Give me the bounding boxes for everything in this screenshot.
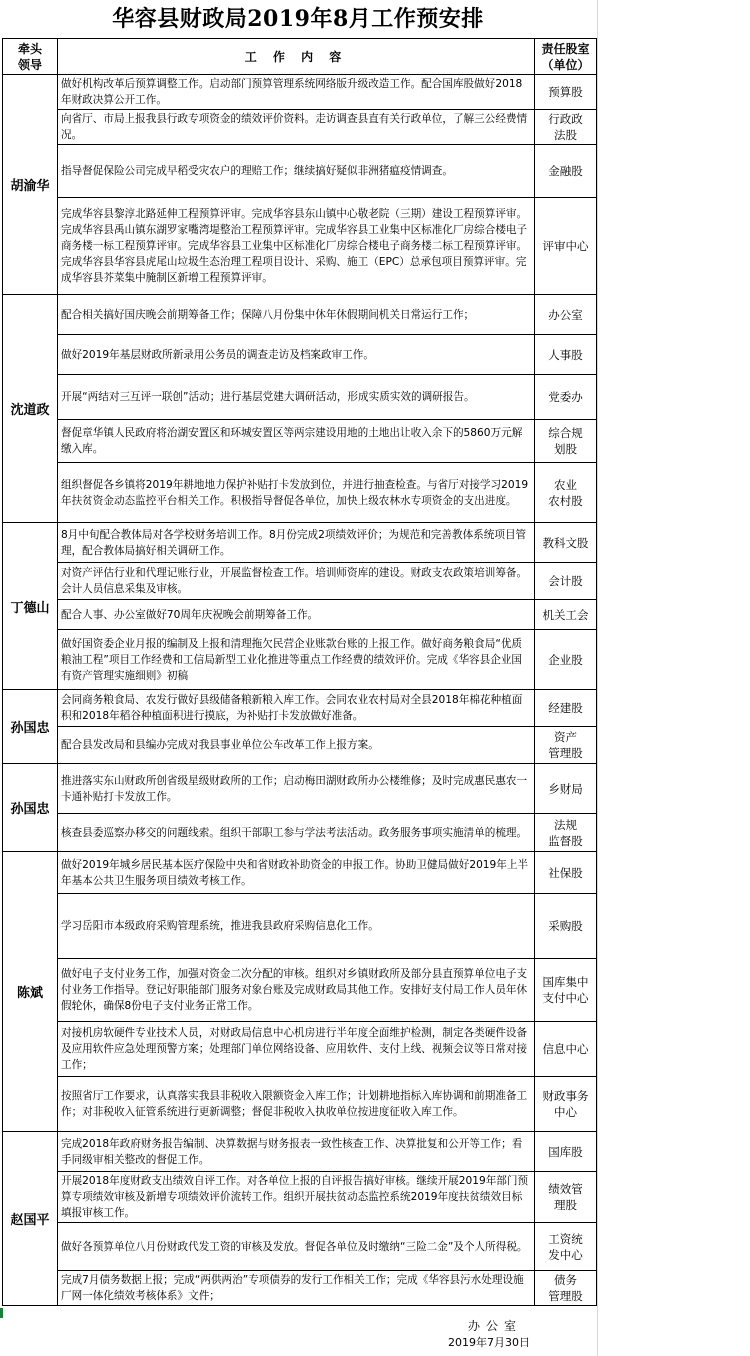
task-content-cell: 完成7月债务数据上报；完成“两供两治”专项债券的发行工作相关工作；完成《华容县污水处理设施厂网一体化绩效考核体系》文件； <box>58 1271 535 1306</box>
task-content-cell: 做好2019年城乡居民基本医疗保险中央和省财政补助资金的申报工作。协助卫健局做好2019年上半年基本公共卫生服务项目绩效考核工作。 <box>58 852 535 894</box>
task-content-cell: 做好各预算单位八月份财政代发工资的审核及发放。督促各单位及时缴纳“三险二金”及个人所得税。 <box>58 1223 535 1271</box>
responsible-dept-cell: 预算股 <box>535 75 597 110</box>
task-content-cell: 做好2019年基层财政所新录用公务员的调查走访及档案政审工作。 <box>58 335 535 375</box>
table-row <box>3 727 597 764</box>
table-body <box>3 75 597 1306</box>
table-row <box>3 764 597 814</box>
responsible-dept-cell: 工资统 发中心 <box>535 1223 597 1271</box>
responsible-dept-cell: 会计股 <box>535 563 597 600</box>
leader-cell: 胡渝华 <box>3 75 58 295</box>
responsible-dept-cell: 办公室 <box>535 295 597 335</box>
responsible-dept-cell: 乡财局 <box>535 764 597 814</box>
table-row <box>3 523 597 563</box>
task-content-cell: 对资产评估行业和代理记账行业，开展监督检查工作。培训师资库的建设。财政支农政策培训筹备。会计人员信息采集及审核。 <box>58 563 535 600</box>
leader-cell: 孙国忠 <box>3 764 58 852</box>
responsible-dept-cell: 财政事务 中心 <box>535 1077 597 1132</box>
responsible-dept-cell: 党委办 <box>535 375 597 420</box>
table-row <box>3 198 597 295</box>
table-row <box>3 1271 597 1306</box>
responsible-dept-cell: 经建股 <box>535 690 597 727</box>
task-content-cell: 完成2018年政府财务报告编制、决算数据与财务报表一致性核查工作、决算批复和公开等工作；看手同级审相关整改的督促工作。 <box>58 1132 535 1172</box>
responsible-dept-cell: 债务 管理股 <box>535 1271 597 1306</box>
task-content-cell: 开展“两结对三互评一联创”活动；进行基层党建大调研活动，形成实质实效的调研报告。 <box>58 375 535 420</box>
task-content-cell: 配合相关搞好国庆晚会前期筹备工作；保障八月份集中休年休假期间机关日常运行工作； <box>58 295 535 335</box>
table-row <box>3 563 597 600</box>
responsible-dept-cell: 教科文股 <box>535 523 597 563</box>
task-content-cell: 做好电子支付业务工作，加强对资金二次分配的审核。组织对乡镇财政所及部分县直预算单位电子支付业务工作指导。登记好职能部门服务对象台账及完成财政局其他工作。安排好支付局工作人员年休假轮休，确保8份电子支付业务正常工作。 <box>58 959 535 1022</box>
task-content-cell: 组织督促各乡镇将2019年耕地地力保护补贴打卡发放到位，并进行抽查检查。与省厅对接学习2019年扶贫资金动态监控平台相关工作。积极指导督促各单位，加快上级农林水专项资金的支出进度。 <box>58 463 535 523</box>
table-row <box>3 600 597 630</box>
table-row <box>3 1132 597 1172</box>
table-row <box>3 959 597 1022</box>
responsible-dept-cell: 人事股 <box>535 335 597 375</box>
leader-cell: 赵国平 <box>3 1132 58 1306</box>
header-content: 工 作 内 容 <box>58 39 535 75</box>
task-content-cell: 学习岳阳市本级政府采购管理系统，推进我县政府采购信息化工作。 <box>58 894 535 959</box>
table-row <box>3 1077 597 1132</box>
responsible-dept-cell: 企业股 <box>535 630 597 690</box>
leader-cell: 丁德山 <box>3 523 58 690</box>
responsible-dept-cell: 法规 监督股 <box>535 814 597 852</box>
work-plan-table <box>2 38 597 1306</box>
table-row <box>3 894 597 959</box>
responsible-dept-cell: 机关工会 <box>535 600 597 630</box>
task-content-cell: 按照省厅工作要求，认真落实我县非税收入限额资金入库工作；计划耕地指标入库协调和前期准备工作；对非税收入征管系统进行更新调整；督促非税收入执收单位按进度征收入库工作。 <box>58 1077 535 1132</box>
task-content-cell: 向省厅、市局上报我县行政专项资金的绩效评价资料。走访调查县直有关行政单位，了解三公经费情况。 <box>58 110 535 145</box>
task-content-cell: 做好机构改革后预算调整工作。启动部门预算管理系统网络版升级改造工作。配合国库股做好2018年财政决算公开工作。 <box>58 75 535 110</box>
task-content-cell: 做好国资委企业月报的编制及上报和清理拖欠民营企业账款台账的上报工作。做好商务粮食局“优质粮油工程”项目工作经费和工信局新型工业化推进等重点工作经费的绩效评价。完成《华容县企业国有资产管理实施细则》初稿 <box>58 630 535 690</box>
table-row <box>3 295 597 335</box>
table-row <box>3 630 597 690</box>
task-content-cell: 推进落实东山财政所创省级星级财政所的工作；启动梅田湖财政所办公楼维修；及时完成惠民惠农一卡通补贴打卡发放工作。 <box>58 764 535 814</box>
responsible-dept-cell: 资产 管理股 <box>535 727 597 764</box>
responsible-dept-cell: 农业 农村股 <box>535 463 597 523</box>
footer-date: 2019年7月30日 <box>448 1336 530 1349</box>
responsible-dept-cell: 评审中心 <box>535 198 597 295</box>
header-leader: 牵头 领导 <box>3 39 58 75</box>
row-marker <box>0 1308 3 1318</box>
task-content-cell: 8月中旬配合教体局对各学校财务培训工作。8月份完成2项绩效评价；为规范和完善教体系统项目管理，配合教体局搞好相关调研工作。 <box>58 523 535 563</box>
task-content-cell: 指导督促保险公司完成早稻受灾农户的理赔工作；继续搞好疑似非洲猪瘟疫情调查。 <box>58 145 535 198</box>
table-row <box>3 335 597 375</box>
table-row <box>3 375 597 420</box>
responsible-dept-cell: 国库股 <box>535 1132 597 1172</box>
table-row <box>3 420 597 463</box>
table-row <box>3 75 597 110</box>
table-row <box>3 463 597 523</box>
responsible-dept-cell: 行政政 法股 <box>535 110 597 145</box>
responsible-dept-cell: 社保股 <box>535 852 597 894</box>
task-content-cell: 配合人事、办公室做好70周年庆祝晚会前期筹备工作。 <box>58 600 535 630</box>
task-content-cell: 会同商务粮食局、农发行做好县级储备粮新粮入库工作。会同农业农村局对全县2018年棉花种植面积和2018年稻谷种植面积进行摸底，为补贴打卡发放做好准备。 <box>58 690 535 727</box>
table-row <box>3 145 597 198</box>
table-row <box>3 110 597 145</box>
responsible-dept-cell: 绩效管 理股 <box>535 1172 597 1223</box>
table-row <box>3 852 597 894</box>
table-header-row <box>3 39 597 75</box>
responsible-dept-cell: 信息中心 <box>535 1022 597 1077</box>
task-content-cell: 核查县委巡察办移交的问题线索。组织干部职工参与学法考法活动。政务服务事项实施清单的梳理。 <box>58 814 535 852</box>
responsible-dept-cell: 采购股 <box>535 894 597 959</box>
table-row <box>3 1223 597 1271</box>
table-row <box>3 1022 597 1077</box>
task-content-cell: 配合县发改局和县编办完成对我县事业单位公车改革工作上报方案。 <box>58 727 535 764</box>
leader-cell: 陈斌 <box>3 852 58 1132</box>
task-content-cell: 对接机房软硬件专业技术人员，对财政局信息中心机房进行半年度全面维护检测，制定各类硬件设备及应用软件应急处理预警方案；处理部门单位网络设备、应用软件、支付上线、视频会议等日常对接工作； <box>58 1022 535 1077</box>
responsible-dept-cell: 金融股 <box>535 145 597 198</box>
task-content-cell: 完成华容县黎淳北路延伸工程预算评审。完成华容县东山镇中心敬老院（三期）建设工程预算评审。完成华容县禹山镇东湖罗家嘴湾堤整治工程预算评审。完成华容县工业集中区标准化厂房综合楼电子商务楼一标工程预算评审。完成华容县工业集中区标准化厂房综合楼电子商务楼二标工程预算评审。完成华容县华容县虎尾山垃圾生态治理工程项目设计、采购、施工（EPC）总承包项目预算评审。完成华容县芥菜集中腌制区新增工程预算评审。 <box>58 198 535 295</box>
table-row <box>3 1172 597 1223</box>
table-row <box>3 814 597 852</box>
responsible-dept-cell: 综合规 划股 <box>535 420 597 463</box>
responsible-dept-cell: 国库集中 支付中心 <box>535 959 597 1022</box>
document-title: 华容县财政局2019年8月工作预安排 <box>112 6 484 32</box>
table-row <box>3 690 597 727</box>
task-content-cell: 开展2018年度财政支出绩效自评工作。对各单位上报的自评报告搞好审核。继续开展2019年部门预算专项绩效审核及新增专项绩效评价流转工作。组织开展扶贫动态监控系统2019年度扶贫绩效目标填报审核工作。 <box>58 1172 535 1223</box>
header-dept: 责任股室 （单位） <box>535 39 597 75</box>
leader-cell: 孙国忠 <box>3 690 58 764</box>
task-content-cell: 督促章华镇人民政府将治湖安置区和环城安置区等两宗建设用地的土地出让收入余下的5860万元解缴入库。 <box>58 420 535 463</box>
leader-cell: 沈道政 <box>3 295 58 523</box>
footer-office: 办公室 <box>468 1319 523 1333</box>
